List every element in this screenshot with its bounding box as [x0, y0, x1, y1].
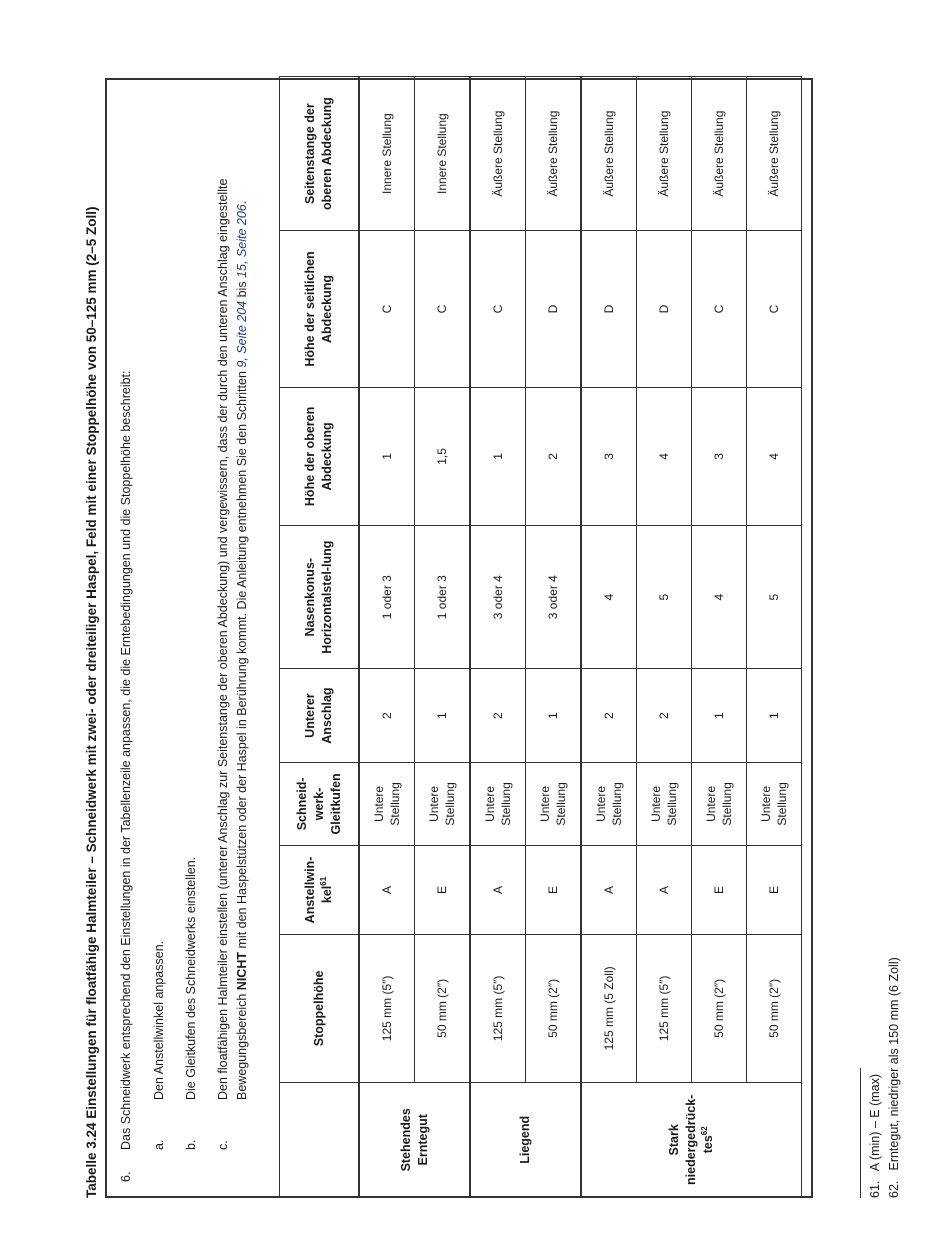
cell-nose-cone: 5: [637, 526, 692, 669]
cell-skids: Untere Stellung: [470, 763, 526, 846]
table-row: [470, 77, 526, 1198]
instruction-b: [182, 92, 201, 1182]
settings-table: [279, 76, 802, 1198]
header-nose-cone: Nasenkonus-Horizontalstel-lung: [280, 526, 360, 669]
cell-side-rod: Äußere Stellung: [692, 77, 747, 231]
header-skids: Schneid-werk-Gleitkufen: [280, 763, 360, 846]
cell-nose-cone: 4: [692, 526, 747, 669]
cell-skids: Untere Stellung: [637, 763, 692, 846]
cell-angle: E: [415, 845, 471, 934]
group-flattened: [581, 1082, 802, 1197]
footnote-61: [866, 957, 885, 1198]
cell-lower-stop: 2: [470, 669, 526, 763]
cell-side-rod: Innere Stellung: [415, 77, 471, 231]
cell-upper-height: 2: [526, 387, 582, 526]
header-side-rod: Seitenstange der oberen Abdeckung: [280, 77, 360, 231]
header-stubble: Stoppelhöhe: [280, 935, 360, 1082]
sub-text-a: Den Anstellwinkel anpassen.: [152, 940, 166, 1100]
footnote-62: [885, 957, 904, 1198]
cell-stubble: 125 mm (5″): [359, 935, 415, 1082]
table-row: [526, 77, 582, 1198]
footnote-ref-61: 61: [318, 876, 328, 886]
sub-label-c: c.: [216, 1140, 230, 1150]
cell-upper-height: 3: [692, 387, 747, 526]
group-standing: Stehendes Erntegut: [359, 1082, 470, 1197]
cell-side-rod: Äußere Stellung: [470, 77, 526, 231]
header-side-height: Höhe der seitlichen Abdeckung: [280, 231, 360, 387]
cell-angle: E: [692, 845, 747, 934]
sub-text-c-end: .: [235, 200, 249, 205]
header-row: [280, 77, 360, 1198]
cell-side-height: C: [415, 231, 471, 387]
cell-angle: A: [470, 845, 526, 934]
footnote-number: 62.: [887, 1180, 901, 1198]
sub-text-c-1: Den floatfähigen Halmteiler einstellen (unterer Anschlag zur Seitenstange der oberen Abdeckung) und vergewissern, dass der durch den unteren Anschlag eingestellte Bewegungsbereich: [216, 178, 249, 1100]
sub-text-b: Die Gleitkufen des Schneidwerks einstellen.: [184, 856, 198, 1100]
table-title: Tabelle 3.24 Einstellungen für floatfähige Halmteiler – Schneidwerk mit zwei- oder dreiteiliger Haspel, Feld mit einer Stoppelhöhe von 50–125 mm (2–5 Zoll): [84, 206, 99, 1198]
cell-side-height: C: [359, 231, 415, 387]
cell-lower-stop: 1: [692, 669, 747, 763]
cell-side-height: D: [526, 231, 582, 387]
cell-side-height: D: [637, 231, 692, 387]
cell-nose-cone: 1 oder 3: [359, 526, 415, 669]
cell-side-height: C: [692, 231, 747, 387]
header-angle-text: Anstellwin-kel: [303, 856, 334, 924]
footnote-text: A (min) – E (max): [868, 1073, 882, 1172]
header-angle: [280, 845, 360, 934]
table-row: [415, 77, 471, 1198]
cell-stubble: 50 mm (2″): [747, 935, 802, 1082]
cell-stubble: 125 mm (5″): [470, 935, 526, 1082]
cell-side-height: C: [747, 231, 802, 387]
header-condition: [280, 1082, 360, 1197]
cell-skids: Untere Stellung: [526, 763, 582, 846]
footnote-number: 61.: [868, 1180, 882, 1198]
cell-skids: Untere Stellung: [692, 763, 747, 846]
cell-skids: Untere Stellung: [747, 763, 802, 846]
footnote-divider: [860, 1068, 861, 1198]
cell-upper-height: 4: [747, 387, 802, 526]
sub-text-c-2: mit den Haspelstützen oder der Haspel in Berührung kommt. Die Anleitung entnehmen Sie den Schritten: [235, 371, 249, 949]
sub-text-c-bold: NICHT: [235, 951, 249, 991]
cell-skids: Untere Stellung: [415, 763, 471, 846]
table-row: [581, 77, 637, 1198]
cell-side-rod: Innere Stellung: [359, 77, 415, 231]
cell-nose-cone: 5: [747, 526, 802, 669]
table-row: [359, 77, 415, 1198]
cell-lower-stop: 1: [747, 669, 802, 763]
instruction-c: [214, 92, 252, 1182]
cell-angle: A: [359, 845, 415, 934]
header-upper-height: Höhe der oberen Abdeckung: [280, 387, 360, 526]
sub-label-b: b.: [184, 1139, 198, 1150]
header-lower-stop: Unterer Anschlag: [280, 669, 360, 763]
cell-angle: A: [637, 845, 692, 934]
instructions: [117, 92, 265, 1182]
cell-lower-stop: 2: [637, 669, 692, 763]
cell-angle: E: [747, 845, 802, 934]
footnote-text: Erntegut, niedriger als 150 mm (6 Zoll): [887, 957, 901, 1171]
cell-side-rod: Äußere Stellung: [526, 77, 582, 231]
group-flattened-text: Stark niedergedrück-tes: [667, 1094, 715, 1185]
sub-text-c-mid: bis: [235, 281, 249, 298]
cell-upper-height: 1,5: [415, 387, 471, 526]
link-step-9[interactable]: 9, Seite 204: [235, 300, 249, 368]
cell-upper-height: 1: [359, 387, 415, 526]
cell-stubble: 125 mm (5 Zoll): [581, 935, 637, 1082]
footnote-ref-62: 62: [699, 1126, 709, 1136]
cell-skids: Untere Stellung: [581, 763, 637, 846]
cell-angle: A: [581, 845, 637, 934]
group-lying: Liegend: [470, 1082, 581, 1197]
cell-lower-stop: 2: [359, 669, 415, 763]
instruction-a: [150, 92, 169, 1182]
cell-side-rod: Äußere Stellung: [637, 77, 692, 231]
cell-stubble: 50 mm (2″): [526, 935, 582, 1082]
cell-upper-height: 4: [637, 387, 692, 526]
cell-nose-cone: 4: [581, 526, 637, 669]
cell-lower-stop: 2: [581, 669, 637, 763]
step-text: Das Schneidwerk entsprechend den Einstellungen in der Tabellenzeile anpassen, die die Erntebedingungen und die Stoppelhöhe beschreibt:: [119, 370, 133, 1150]
table-row: [692, 77, 747, 1198]
instruction-step: [117, 92, 136, 1182]
cell-lower-stop: 1: [415, 669, 471, 763]
footnotes: [866, 957, 904, 1198]
cell-upper-height: 3: [581, 387, 637, 526]
step-number: 6.: [119, 1171, 133, 1182]
cell-angle: E: [526, 845, 582, 934]
table-frame: [105, 78, 813, 1198]
cell-stubble: 50 mm (2″): [415, 935, 471, 1082]
cell-stubble: 50 mm (2″): [692, 935, 747, 1082]
table-row: [637, 77, 692, 1198]
cell-side-rod: Äußere Stellung: [747, 77, 802, 231]
cell-nose-cone: 1 oder 3: [415, 526, 471, 669]
cell-upper-height: 1: [470, 387, 526, 526]
table-row: [747, 77, 802, 1198]
cell-lower-stop: 1: [526, 669, 582, 763]
cell-side-height: D: [581, 231, 637, 387]
sub-label-a: a.: [152, 1139, 166, 1150]
link-step-15[interactable]: 15, Seite 206: [235, 204, 249, 278]
cell-nose-cone: 3 oder 4: [526, 526, 582, 669]
cell-stubble: 125 mm (5″): [637, 935, 692, 1082]
cell-side-height: C: [470, 231, 526, 387]
cell-nose-cone: 3 oder 4: [470, 526, 526, 669]
cell-skids: Untere Stellung: [359, 763, 415, 846]
cell-side-rod: Äußere Stellung: [581, 77, 637, 231]
